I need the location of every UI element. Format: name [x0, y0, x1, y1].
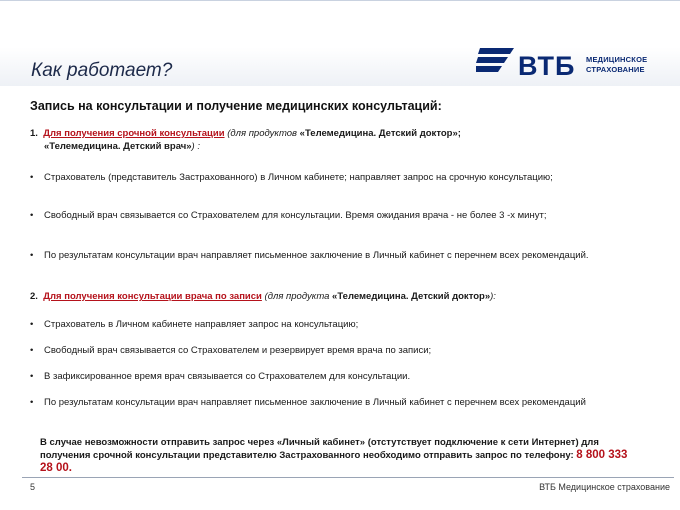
section-2-heading: 2. Для получения консультации врача по записи (для продукта «Телемедицина. Детский доктор»):	[30, 291, 496, 302]
list-item: • Свободный врач связывается со Страхователем для консультации. Время ожидания врача - не более 3 -х минут;	[30, 210, 547, 221]
logo-sub-text: МЕДИЦИНСКОЕ СТРАХОВАНИЕ	[586, 55, 648, 74]
section-1-label: Для получения срочной консультации	[43, 128, 225, 139]
section-2-label: Для получения консультации врача по записи	[43, 291, 262, 302]
phone-number[interactable]: 8 800 333 28 00.	[40, 449, 628, 474]
footer-company: ВТБ Медицинское страхование	[539, 482, 670, 492]
list-item: • По результатам консультации врач направляет письменное заключение в Личный кабинет с перечнем всех рекомендаций	[30, 397, 586, 408]
page-title: Как работает?	[31, 60, 173, 81]
list-item: • Страхователь в Личном кабинете направляет запрос на консультацию;	[30, 319, 359, 330]
page-number: 5	[30, 482, 36, 492]
list-item: • По результатам консультации врач направляет письменное заключение в Личный кабинет с перечнем всех рекомендаций.	[30, 250, 589, 261]
top-divider	[0, 0, 680, 1]
logo-main-text: ВТБ	[518, 51, 576, 81]
list-item: • Страхователь (представитель Застрахованного) в Личном кабинете; направляет запрос на срочную консультацию;	[30, 172, 553, 183]
footer-divider	[22, 477, 674, 478]
list-item: • Свободный врач связывается со Страхователем и резервирует время врача по записи;	[30, 345, 432, 356]
section-1-heading: 1. Для получения срочной консультации (для продуктов «Телемедицина. Детский доктор»; «Телемедицина. Детский врач») :	[30, 128, 461, 152]
list-item: • В зафиксированное время врач связывается со Страхователем для консультации.	[30, 371, 411, 382]
phone-notice: В случае невозможности отправить запрос через «Личный кабинет» (отстутствует подключение к сети Интернет) для получения срочной консультации представителю Застрахованного необходимо отправить запрос по телефону: 8 800 333 28 00.	[40, 437, 628, 474]
section-subtitle: Запись на консультации и получение медицинских консультаций:	[30, 99, 442, 113]
